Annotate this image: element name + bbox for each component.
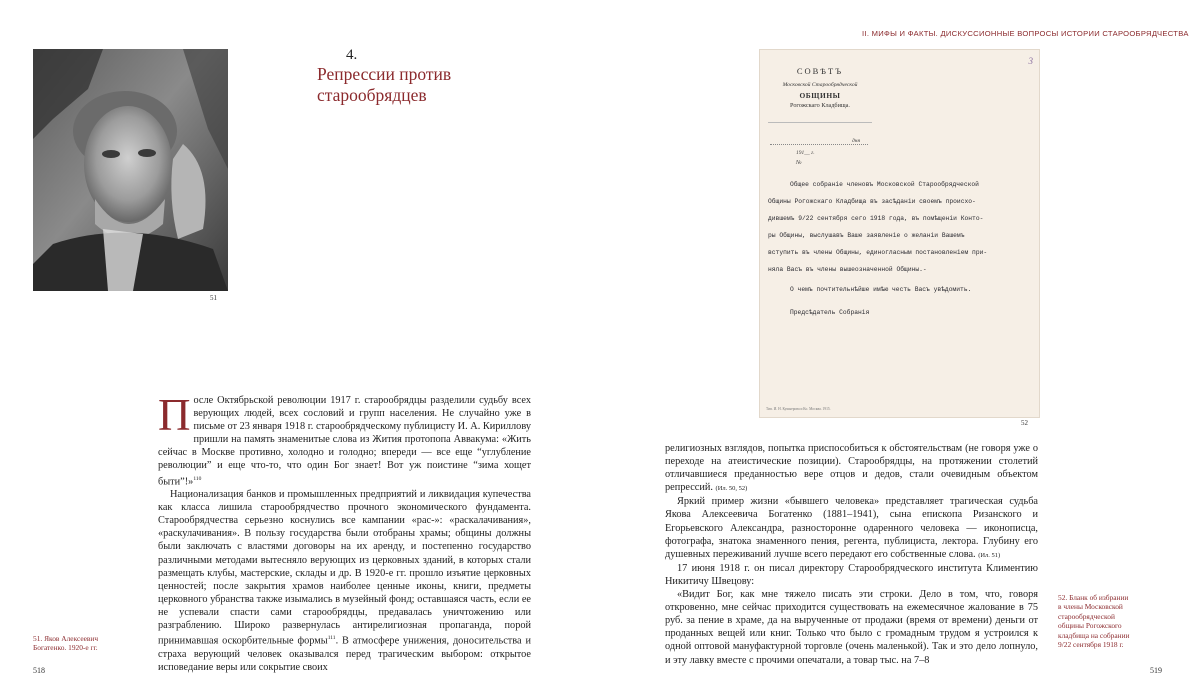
- paragraph-text: осле Октябрьской революции 1917 г. старообрядцы разделили судьбу всех верующих людей, всех сословий и групп населения. Не случайно уже в письме от 23 января 1918 г. старообрядческому публицисту И. А. Кириллову пришли на память знаменитые слова из Жития протопопа Аввакума: «Жить сейчас в Москве противно, холодно и голодно; впереди — все еще “углубление революции” и еще что-то, что один Бог знает! Вот уж поистине “зима хощет быти”!»: [158, 395, 531, 487]
- footnote-ref: 110: [193, 475, 202, 482]
- caption-figure-51: [33, 634, 143, 653]
- paragraph: [158, 488, 531, 674]
- caption-line: общины Рогожского: [1058, 621, 1122, 631]
- body-column-right: [665, 442, 1038, 667]
- typed-line: Общины Рогожскаго Кладбища въ засѣданіи своемъ происхо-: [768, 198, 976, 205]
- letterhead-rule: [768, 122, 872, 123]
- document-corner-mark: 3: [1028, 56, 1033, 66]
- paragraph: «Видит Бог, как мне тяжело писать эти строки. Дело в том, что, говоря откровенно, мне сейчас приходится существовать на ежемесячное жалование в 75 руб. за пение в храме, да на вырученные от продажи (время от времени) деньги от проданных вещей или книг. Только что было с громадным трудом я устроился к одной оптовой мануфактурной торговле (очень маленькой). Так и это дело лопнуло, и эту лавку вместе с прочими опечатали, а товар тыс. на 7–8: [665, 589, 1038, 666]
- typed-line: няла Васъ въ члены вышеозначенной Общины.-: [768, 266, 927, 273]
- document-letterhead: [760, 66, 880, 109]
- paragraph: 17 июня 1918 г. он писал директору Старообрядческого института Климентию Никитичу Швецову:: [665, 562, 1038, 587]
- body-column-left: [158, 390, 531, 674]
- chapter-title-line-1: Репрессии против: [317, 64, 452, 84]
- number-field: №: [796, 160, 802, 166]
- letterhead-line-2: Московской Старообрядческой: [782, 82, 858, 88]
- portrait-photo: [33, 49, 228, 291]
- chapter-title-line-2: старообрядцев: [317, 85, 427, 105]
- typed-line: О чемъ почтительнѣйше имѣю честь Васъ увѣдомить.: [790, 286, 972, 293]
- illustration-ref: (Ил. 50, 52): [715, 485, 748, 493]
- typed-line: дившемъ 9/22 сентября сего 1918 года, въ помѣщеніи Конто-: [768, 215, 984, 222]
- footnote-ref: 111: [327, 635, 336, 642]
- letterhead-line-3: ОБЩИНЫ: [799, 91, 841, 100]
- typed-line: Общее собраніе членовъ Московской Старообрядческой: [790, 181, 979, 188]
- paragraph-text: Национализация банков и промышленных предприятий и ликвидация купечества как класса лишила старообрядчество прочного экономического фундамента. Старообрядчества серьезно коснулись все кампании «рас-»: «раскалачивания», «раскулачивания». В пользу государства были отобраны храмы; общины должны были заключать с властями договоры на их аренду, и постепенно государство различными методами вытесняло верующих из церковных зданий, в которых стали размещать клубы, мастерские, склады и др. В 1920-е гг. прошло изъятие церковных ценностей; после закрытия храмов наиболее ценные иконы, книги, предметы церковного убранства также изымались в музейный фонд; оставшаяся часть, если ее не успевали спасти сами старообрядцы, предавалась уничтожению или разграблению. Широко развернулась антирелигиозная пропаганда, порой принимавшая оскорбительные формы: [158, 489, 531, 647]
- paragraph-text: . В атмосфере унижения, доносительства и страха верующий человек оказывался перед трагическим выбором: открытое исповедание веры или сокрытие своих: [158, 635, 531, 673]
- year-field: 191__ г.: [796, 150, 815, 156]
- chapter-number: 4.: [346, 47, 358, 63]
- document-print-line: Тип. И. Н. Кушнерова и Ко. Москва. 1915.: [766, 407, 831, 411]
- page-number-left: 518: [33, 666, 45, 675]
- typed-line: вступить въ члены Общины, единогласным постановленіем при-: [768, 249, 988, 256]
- paragraph-text: Яркий пример жизни «бывшего человека» представляет трагическая судьба Якова Алексеевича Богатенко (1881–1941), сына епископа Ризанского и Егорьевского Александра, разносторонне одаренного человека — иконописца, фотографа, знатока знаменного пения, регента, публициста, лектора. Глубину его душевных переживаний лучше всего передают его собственные слова.: [665, 496, 1038, 560]
- document-scan: [759, 49, 1040, 418]
- typed-line: Предсѣдатель Собранія: [790, 309, 870, 316]
- paragraph: [158, 390, 531, 488]
- running-header: II. МИФЫ И ФАКТЫ. ДИСКУССИОННЫЕ ВОПРОСЫ ИСТОРИИ СТАРООБРЯДЧЕСТВА: [862, 29, 1189, 38]
- caption-line: 51. Яков Алексеевич: [33, 634, 99, 643]
- page-number-right: 519: [1150, 666, 1162, 675]
- typed-line: ры Общины, выслушавъ Ваше заявленіе о желаніи Вашемъ: [768, 232, 965, 239]
- caption-line: в члены Московской: [1058, 602, 1123, 612]
- caption-line: старообрядческой: [1058, 611, 1115, 621]
- paragraph: [665, 442, 1038, 495]
- illustration-ref: (Ил. 51): [978, 551, 1001, 559]
- letterhead-line-1: СОВѢТЪ: [796, 66, 844, 76]
- caption-line: Богатенко. 1920-е гг.: [33, 643, 98, 653]
- caption-line: кладбища на собрании: [1058, 630, 1130, 640]
- figure-number-52: 52: [1021, 419, 1028, 427]
- letterhead-line-4: Рогожскаго Кладбища.: [790, 102, 850, 109]
- caption-line: 52. Бланк об избрании: [1058, 593, 1129, 602]
- caption-line: 9/22 сентября 1918 г.: [1058, 640, 1124, 650]
- date-field-label: дня: [852, 138, 861, 144]
- paragraph: [665, 495, 1038, 561]
- chapter-title: [317, 64, 577, 106]
- paragraph-text: религиозных взглядов, попытка приспособиться к обстоятельствам (не говоря уже о переходе на атеистические позиции). Старообрядцы, на протяжении столетий отличавшиеся преданностью вере отцов и дедов, стали очевидным объектом репрессий.: [665, 443, 1038, 494]
- figure-number-51: 51: [210, 294, 217, 302]
- drop-cap: П: [158, 390, 191, 440]
- caption-figure-52: [1058, 593, 1168, 649]
